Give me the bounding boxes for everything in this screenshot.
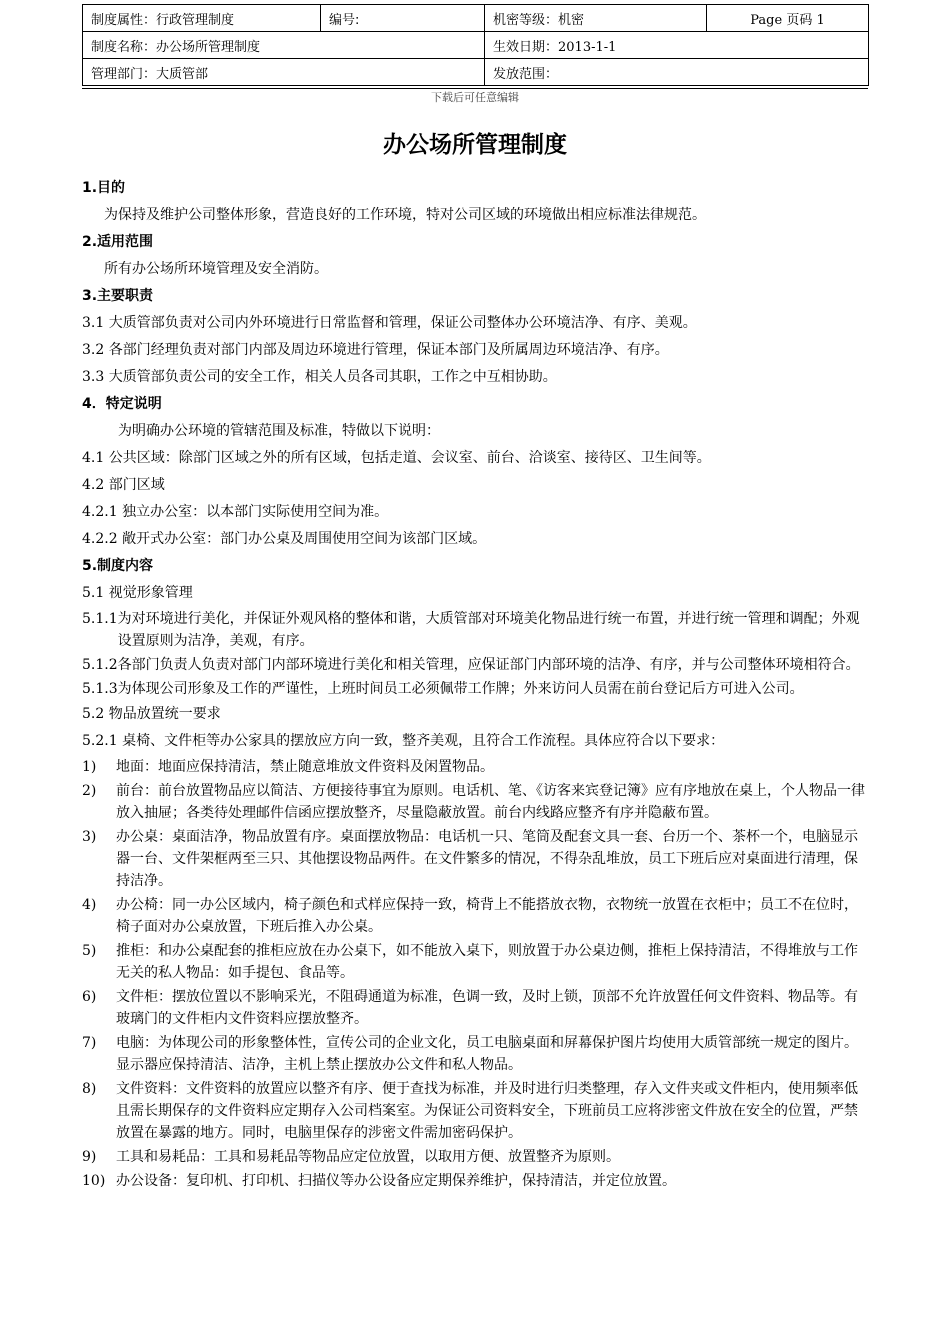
item-number: 7) [82, 1035, 97, 1051]
clause-text: 为体现公司形象及工作的严谨性，上班时间员工必须佩带工作牌；外来访问人员需在前台登记后方可进入公司。 [117, 681, 804, 697]
item-number: 9) [82, 1149, 97, 1165]
clause-5-1-1 [82, 608, 870, 652]
item-number: 1) [82, 759, 97, 775]
clause: 5.2.1 桌椅、文件柜等办公家具的摆放应方向一致，整齐美观，且符合工作流程。具体应符合以下要求： [82, 733, 725, 749]
header-row-2 [83, 32, 869, 59]
item-text: 工具和易耗品：工具和易耗品等物品应定位放置，以取用方便、放置整齐为原则。 [116, 1149, 620, 1165]
clause-5-1-2 [82, 654, 870, 676]
paragraph: 所有办公场所环境管理及安全消防。 [104, 261, 328, 277]
page-number: Page 页码 1 [707, 5, 869, 32]
list-item [82, 780, 870, 824]
clause: 5.2 物品放置统一要求 [82, 706, 221, 722]
list-item [82, 1032, 870, 1076]
download-note: 下载后可任意编辑 [431, 91, 519, 104]
item-number: 10) [82, 1173, 106, 1189]
list-item [82, 940, 870, 984]
clause: 5.1 视觉形象管理 [82, 585, 193, 601]
item-text: 地面：地面应保持清洁，禁止随意堆放文件资料及闲置物品。 [116, 759, 494, 775]
item-text: 办公桌：桌面洁净，物品放置有序。桌面摆放物品：电话机一只、笔筒及配套文具一套、台历一个、茶杯一个，电脑显示器一台、文件架框两至三只、其他摆设物品两件。在文件繁多的情况，不得杂乱堆放，员工下班后应对桌面进行清理，保持洁净。 [116, 829, 858, 889]
distribution-scope: 发放范围： [485, 59, 869, 86]
document-body [82, 176, 870, 1194]
paragraph: 为保持及维护公司整体形象，营造良好的工作环境，特对公司区域的环境做出相应标准法律规范。 [104, 207, 706, 223]
policy-attribute: 制度属性：行政管理制度 [83, 5, 321, 32]
list-item [82, 1146, 870, 1168]
section-heading: 5.制度内容 [82, 558, 154, 574]
section-heading: 1.目的 [82, 180, 126, 196]
list-item [82, 756, 870, 778]
document-code: 编号: [321, 5, 485, 32]
section-heading: 4．特定说明 [82, 396, 162, 412]
list-item [82, 1170, 870, 1192]
header-row-1 [83, 5, 869, 32]
clause-number: 5.1.3 [82, 681, 118, 697]
policy-name: 制度名称：办公场所管理制度 [83, 32, 485, 59]
list-item [82, 894, 870, 938]
item-text: 文件柜：摆放位置以不影响采光，不阻碍通道为标准，色调一致，及时上锁，顶部不允许放置任何文件资料、物品等。有玻璃门的文件柜内文件资料应摆放整齐。 [116, 989, 858, 1027]
list-item [82, 1078, 870, 1144]
header-row-3 [83, 59, 869, 86]
section-heading: 2.适用范围 [82, 234, 154, 250]
clause: 4.1 公共区域：除部门区域之外的所有区域，包括走道、会议室、前台、洽谈室、接待区、卫生间等。 [82, 450, 711, 466]
document-header-table [82, 4, 869, 86]
managing-department: 管理部门：大质管部 [83, 59, 485, 86]
item-text: 办公椅：同一办公区域内，椅子颜色和式样应保持一致，椅背上不能搭放衣物，衣物统一放置在衣柜中；员工不在位时，椅子面对办公桌放置，下班后推入办公桌。 [116, 897, 858, 935]
item-number: 5) [82, 943, 97, 959]
document-title: 办公场所管理制度 [383, 132, 567, 158]
clause: 3.1 大质管部负责对公司内外环境进行日常监督和管理，保证公司整体办公环境洁净、有序、美观。 [82, 315, 697, 331]
item-text: 文件资料：文件资料的放置应以整齐有序、便于查找为标准，并及时进行归类整理，存入文件夹或文件柜内，使用频率低且需长期保存的文件资料应定期存入公司档案室。为保证公司资料安全，下班前员工应将涉密文件放在安全的位置，严禁放置在暴露的地方。同时，电脑里保存的涉密文件需加密码保护。 [116, 1081, 858, 1141]
section-heading: 3.主要职责 [82, 288, 154, 304]
clause-number: 5.1.2 [82, 657, 118, 673]
clause: 3.2 各部门经理负责对部门内部及周边环境进行管理，保证本部门及所属周边环境洁净、有序。 [82, 342, 669, 358]
clause: 4.2.2 敞开式办公室：部门办公桌及周围使用空间为该部门区域。 [82, 531, 487, 547]
clause: 4.2 部门区域 [82, 477, 165, 493]
paragraph: 为明确办公环境的管辖范围及标准，特做以下说明： [118, 423, 440, 439]
item-text: 前台：前台放置物品应以简洁、方便接待事宜为原则。电话机、笔、《访客来宾登记簿》应有序地放在桌上，个人物品一律放入抽屉；各类待处理邮件信函应摆放整齐，尽量隐蔽放置。前台内线路应整齐有序并隐蔽布置。 [116, 783, 865, 821]
clause: 3.3 大质管部负责公司的安全工作，相关人员各司其职，工作之中互相协助。 [82, 369, 557, 385]
item-number: 8) [82, 1081, 97, 1097]
clause-text: 各部门负责人负责对部门内部环境进行美化和相关管理，应保证部门内部环境的洁净、有序，并与公司整体环境相符合。 [117, 657, 860, 673]
item-number: 6) [82, 989, 97, 1005]
list-item [82, 986, 870, 1030]
clause: 4.2.1 独立办公室：以本部门实际使用空间为准。 [82, 504, 389, 520]
list-item [82, 826, 870, 892]
item-text: 办公设备：复印机、打印机、扫描仪等办公设备应定期保养维护，保持清洁，并定位放置。 [116, 1173, 676, 1189]
item-text: 电脑：为体现公司的形象整体性，宣传公司的企业文化，员工电脑桌面和屏幕保护图片均使用大质管部统一规定的图片。显示器应保持清洁、洁净，主机上禁止摆放办公文件和私人物品。 [116, 1035, 858, 1073]
clause-5-1-3 [82, 678, 870, 700]
clause-text: 为对环境进行美化，并保证外观风格的整体和谐，大质管部对环境美化物品进行统一布置，并进行统一管理和调配；外观设置原则为洁净，美观，有序。 [117, 611, 860, 649]
item-text: 推柜：和办公桌配套的推柜应放在办公桌下，如不能放入桌下，则放置于办公桌边侧，推柜上保持清洁，不得堆放与工作无关的私人物品：如手提包、食品等。 [116, 943, 858, 981]
item-number: 3) [82, 829, 97, 845]
item-number: 2) [82, 783, 97, 799]
clause-number: 5.1.1 [82, 611, 118, 627]
item-number: 4) [82, 897, 97, 913]
effective-date: 生效日期：2013-1-1 [485, 32, 869, 59]
confidentiality-level: 机密等级：机密 [485, 5, 707, 32]
